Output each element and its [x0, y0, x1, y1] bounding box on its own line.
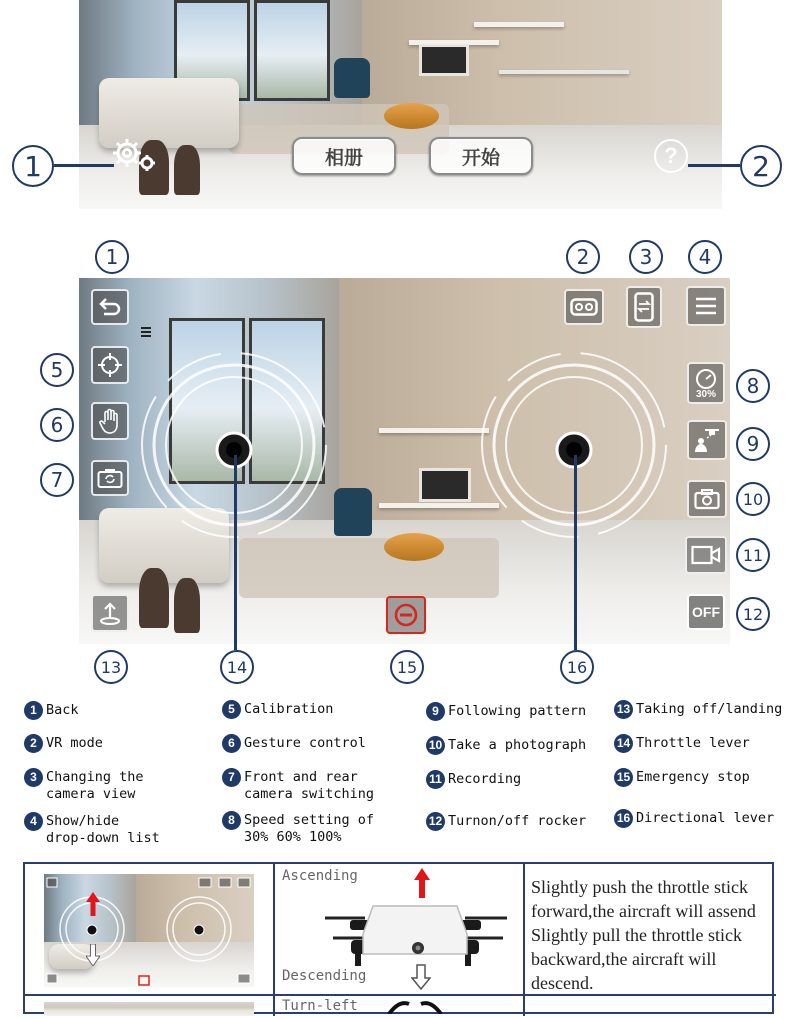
home-screen-screenshot — [79, 0, 722, 209]
legend-item: 13 Taking off/landing — [614, 701, 782, 719]
turn-demo-thumbnail — [44, 1002, 254, 1016]
callout-5: 5 — [40, 353, 74, 387]
callout-1: 1 — [95, 240, 129, 274]
legend-item: 3 Changing the camera view — [24, 769, 144, 803]
speed-setting-button[interactable] — [687, 362, 725, 404]
camera-view-button[interactable] — [626, 286, 662, 328]
help-icon[interactable]: ? — [654, 139, 688, 173]
leader-line — [54, 164, 114, 167]
leader-line — [688, 164, 740, 167]
camera-switch-view-icon — [634, 292, 654, 322]
record-video-button[interactable] — [685, 536, 727, 574]
emergency-stop-icon — [393, 602, 419, 628]
legend-item: 12 Turnon/off rocker — [426, 813, 586, 831]
signal-icon — [141, 327, 151, 339]
vr-goggles-icon — [570, 298, 598, 316]
callout-12: 12 — [736, 597, 770, 631]
descending-label: Descending — [282, 968, 367, 984]
descend-arrow-icon — [411, 964, 431, 995]
camera-switch-button[interactable] — [91, 460, 129, 496]
legend-item: 6 Gesture control — [222, 735, 366, 753]
leader-line — [234, 455, 237, 650]
callout-3: 3 — [629, 240, 663, 274]
legend-item: 11 Recording — [426, 771, 521, 789]
legend-item: 2 VR mode — [24, 735, 103, 753]
callout-13: 13 — [94, 650, 128, 684]
gesture-control-button[interactable] — [91, 402, 129, 440]
arrow-down-icon — [86, 944, 100, 971]
callout-10: 10 — [736, 482, 770, 516]
follow-icon — [693, 426, 721, 454]
throttle-demo-thumbnail — [44, 874, 254, 987]
emergency-stop-button[interactable] — [386, 596, 426, 634]
legend-item: 15 Emergency stop — [614, 769, 750, 787]
callout-top-2: 2 — [740, 145, 782, 187]
legend-item: 7 Front and rear camera switching — [222, 769, 374, 803]
album-button[interactable]: 相册 — [292, 137, 396, 175]
instruction-table — [23, 862, 774, 1014]
turn-arrows-icon — [385, 998, 445, 1019]
gesture-hand-icon — [99, 408, 121, 434]
legend-item: 4 Show/hide drop-down list — [24, 813, 160, 847]
back-icon — [98, 296, 122, 318]
takeoff-landing-button[interactable] — [91, 594, 129, 632]
photo-camera-icon — [694, 488, 720, 510]
speed-value: 30% — [695, 389, 716, 400]
settings-gears-icon[interactable] — [107, 135, 159, 175]
menu-button[interactable] — [686, 286, 726, 326]
calibration-crosshair-icon — [97, 352, 123, 378]
callout-11: 11 — [736, 538, 770, 572]
callout-14: 14 — [220, 650, 254, 684]
flight-control-screenshot — [79, 278, 730, 644]
legend-item: 10 Take a photograph — [426, 737, 586, 755]
callout-4: 4 — [688, 240, 722, 274]
camera-flip-icon — [97, 468, 123, 488]
follow-mode-button[interactable] — [687, 420, 727, 460]
rocker-toggle-button[interactable]: OFF — [687, 594, 725, 630]
legend-item: 14 Throttle lever — [614, 735, 750, 753]
leader-line — [574, 455, 577, 650]
speed-icon — [695, 368, 717, 390]
ascending-label: Ascending — [282, 868, 358, 884]
calibration-button[interactable] — [91, 346, 129, 384]
legend-item: 8 Speed setting of 30% 60% 100% — [222, 812, 374, 846]
callout-15: 15 — [390, 650, 424, 684]
vr-mode-button[interactable] — [564, 289, 604, 325]
drone-illustration — [315, 890, 515, 966]
take-photo-button[interactable] — [687, 480, 727, 518]
legend-item: 1 Back — [24, 702, 79, 720]
callout-6: 6 — [40, 408, 74, 442]
menu-icon — [694, 296, 718, 316]
callout-9: 9 — [736, 427, 770, 461]
legend-item: 16 Directional lever — [614, 810, 774, 828]
callout-8: 8 — [736, 369, 770, 403]
callout-top-1: 1 — [12, 145, 54, 187]
arrow-up-icon — [86, 892, 100, 921]
legend-item: 5 Calibration — [222, 701, 333, 719]
callout-7: 7 — [40, 463, 74, 497]
video-record-icon — [691, 545, 721, 565]
start-button[interactable]: 开始 — [429, 137, 533, 175]
back-button[interactable] — [91, 289, 129, 325]
callout-16: 16 — [560, 650, 594, 684]
legend-item: 9 Following pattern — [426, 703, 586, 721]
callout-2: 2 — [566, 240, 600, 274]
takeoff-landing-icon — [98, 600, 122, 626]
turn-left-label: Turn-left — [282, 998, 358, 1014]
throttle-description: Slightly push the throttle stick forward,the aircraft will assend Slightly pull the throttle stick backward,the aircraft will descend. — [531, 877, 756, 993]
